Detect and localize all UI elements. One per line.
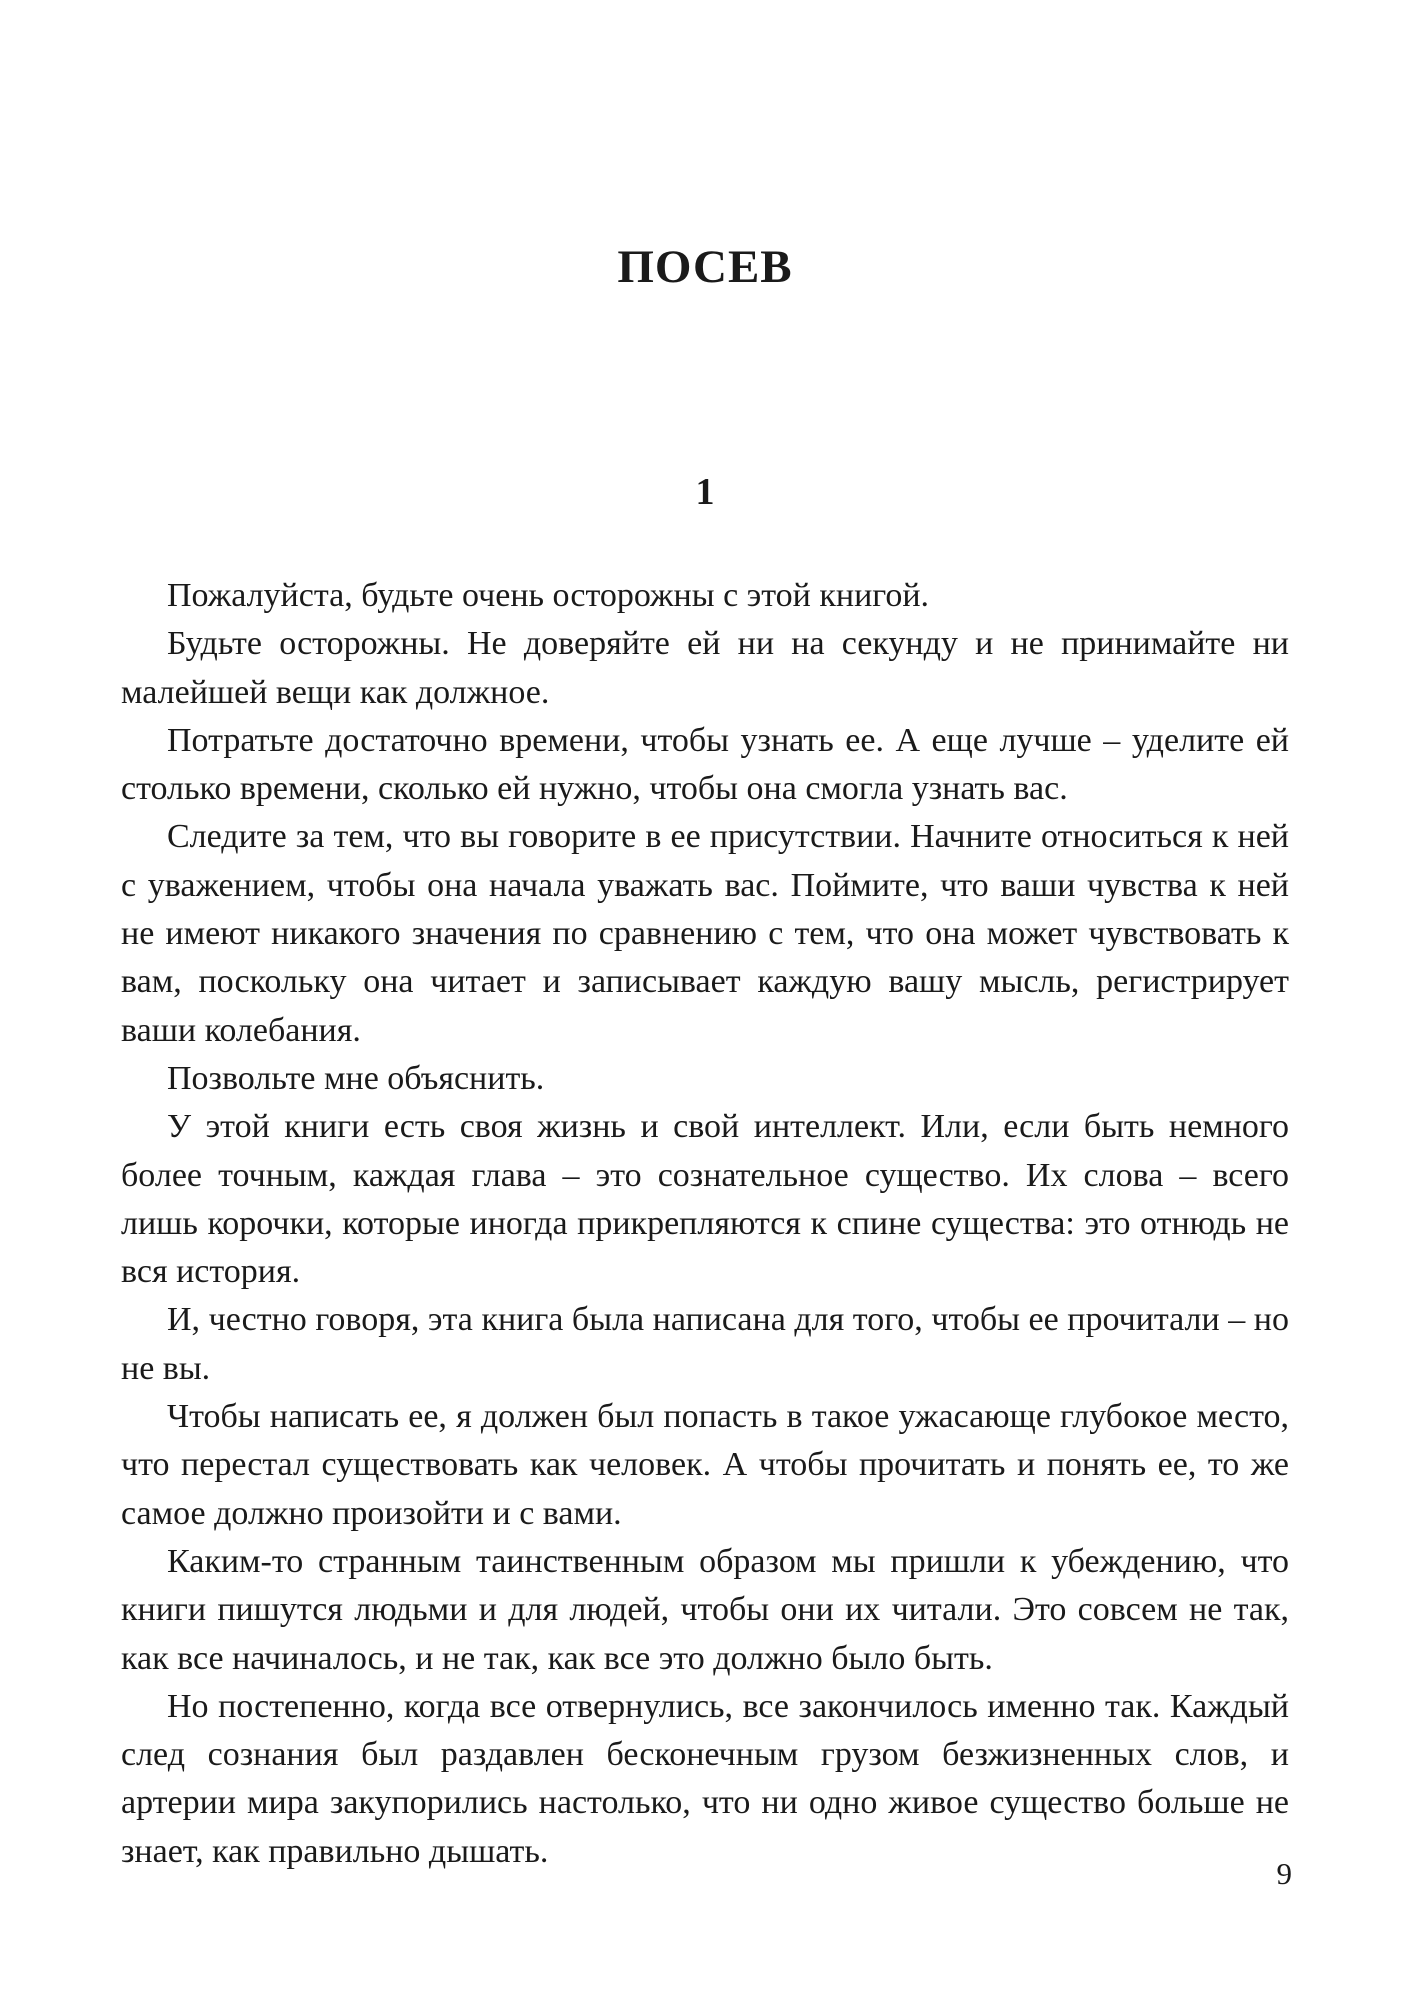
paragraph-5: Позвольте мне объяснить. (167, 1059, 545, 1097)
chapter-number: 1 (695, 471, 715, 513)
body-text (121, 572, 1289, 1876)
paragraph-1: Пожалуйста, будьте очень осторожны с этой книгой. (167, 577, 930, 614)
part-title: ПОСЕВ (617, 241, 793, 293)
paragraph-8: Чтобы написать ее, я должен был попасть в такое ужасающе глубокое место, что перестал существовать как человек. А чтобы прочитать и понять ее, то же самое должно произойти и с вами. (121, 1398, 1289, 1532)
paragraph-3: Потратьте достаточно времени, чтобы узнать ее. А еще лучше – уделите ей столько времени, сколько ей нужно, чтобы она смогла узнать вас. (121, 721, 1289, 808)
page-number: 9 (1276, 1856, 1292, 1891)
paragraph-9: Каким-то странным таинственным образом мы пришли к убеждению, что книги пишутся людьми и для людей, чтобы они их читали. Это совсем не так, как все начиналось, и не так, как все это должно было быть. (121, 1542, 1289, 1677)
paragraph-7: И, честно говоря, эта книга была написана для того, чтобы ее прочитали – но не вы. (121, 1301, 1289, 1387)
paragraph-4: Следите за тем, что вы говорите в ее присутствии. Начните относиться к ней с уважением, чтобы она начала уважать вас. Поймите, что ваши чувства к ней не имеют никакого значения по сравнению с тем, что она может чувствовать к вам, поскольку она читает и записывает каждую вашу мысль, регистрирует ваши колебания. (121, 818, 1289, 1049)
paragraph-6: У этой книги есть своя жизнь и свой интеллект. Или, если быть немного более точным, каждая глава – это сознательное существо. Их слова – всего лишь корочки, которые иногда прикрепляются к спине существа: это отнюдь не вся история. (121, 1108, 1289, 1291)
paragraph-2: Будьте осторожны. Не доверяйте ей ни на секунду и не принимайте ни малейшей вещи как должное. (121, 625, 1289, 711)
paragraph-10: Но постепенно, когда все отвернулись, все закончилось именно так. Каждый след сознания был раздавлен бесконечным грузом безжизненных слов, и артерии мира закупорились настолько, что ни одно живое существо больше не знает, как правильно дышать. (121, 1687, 1289, 1870)
